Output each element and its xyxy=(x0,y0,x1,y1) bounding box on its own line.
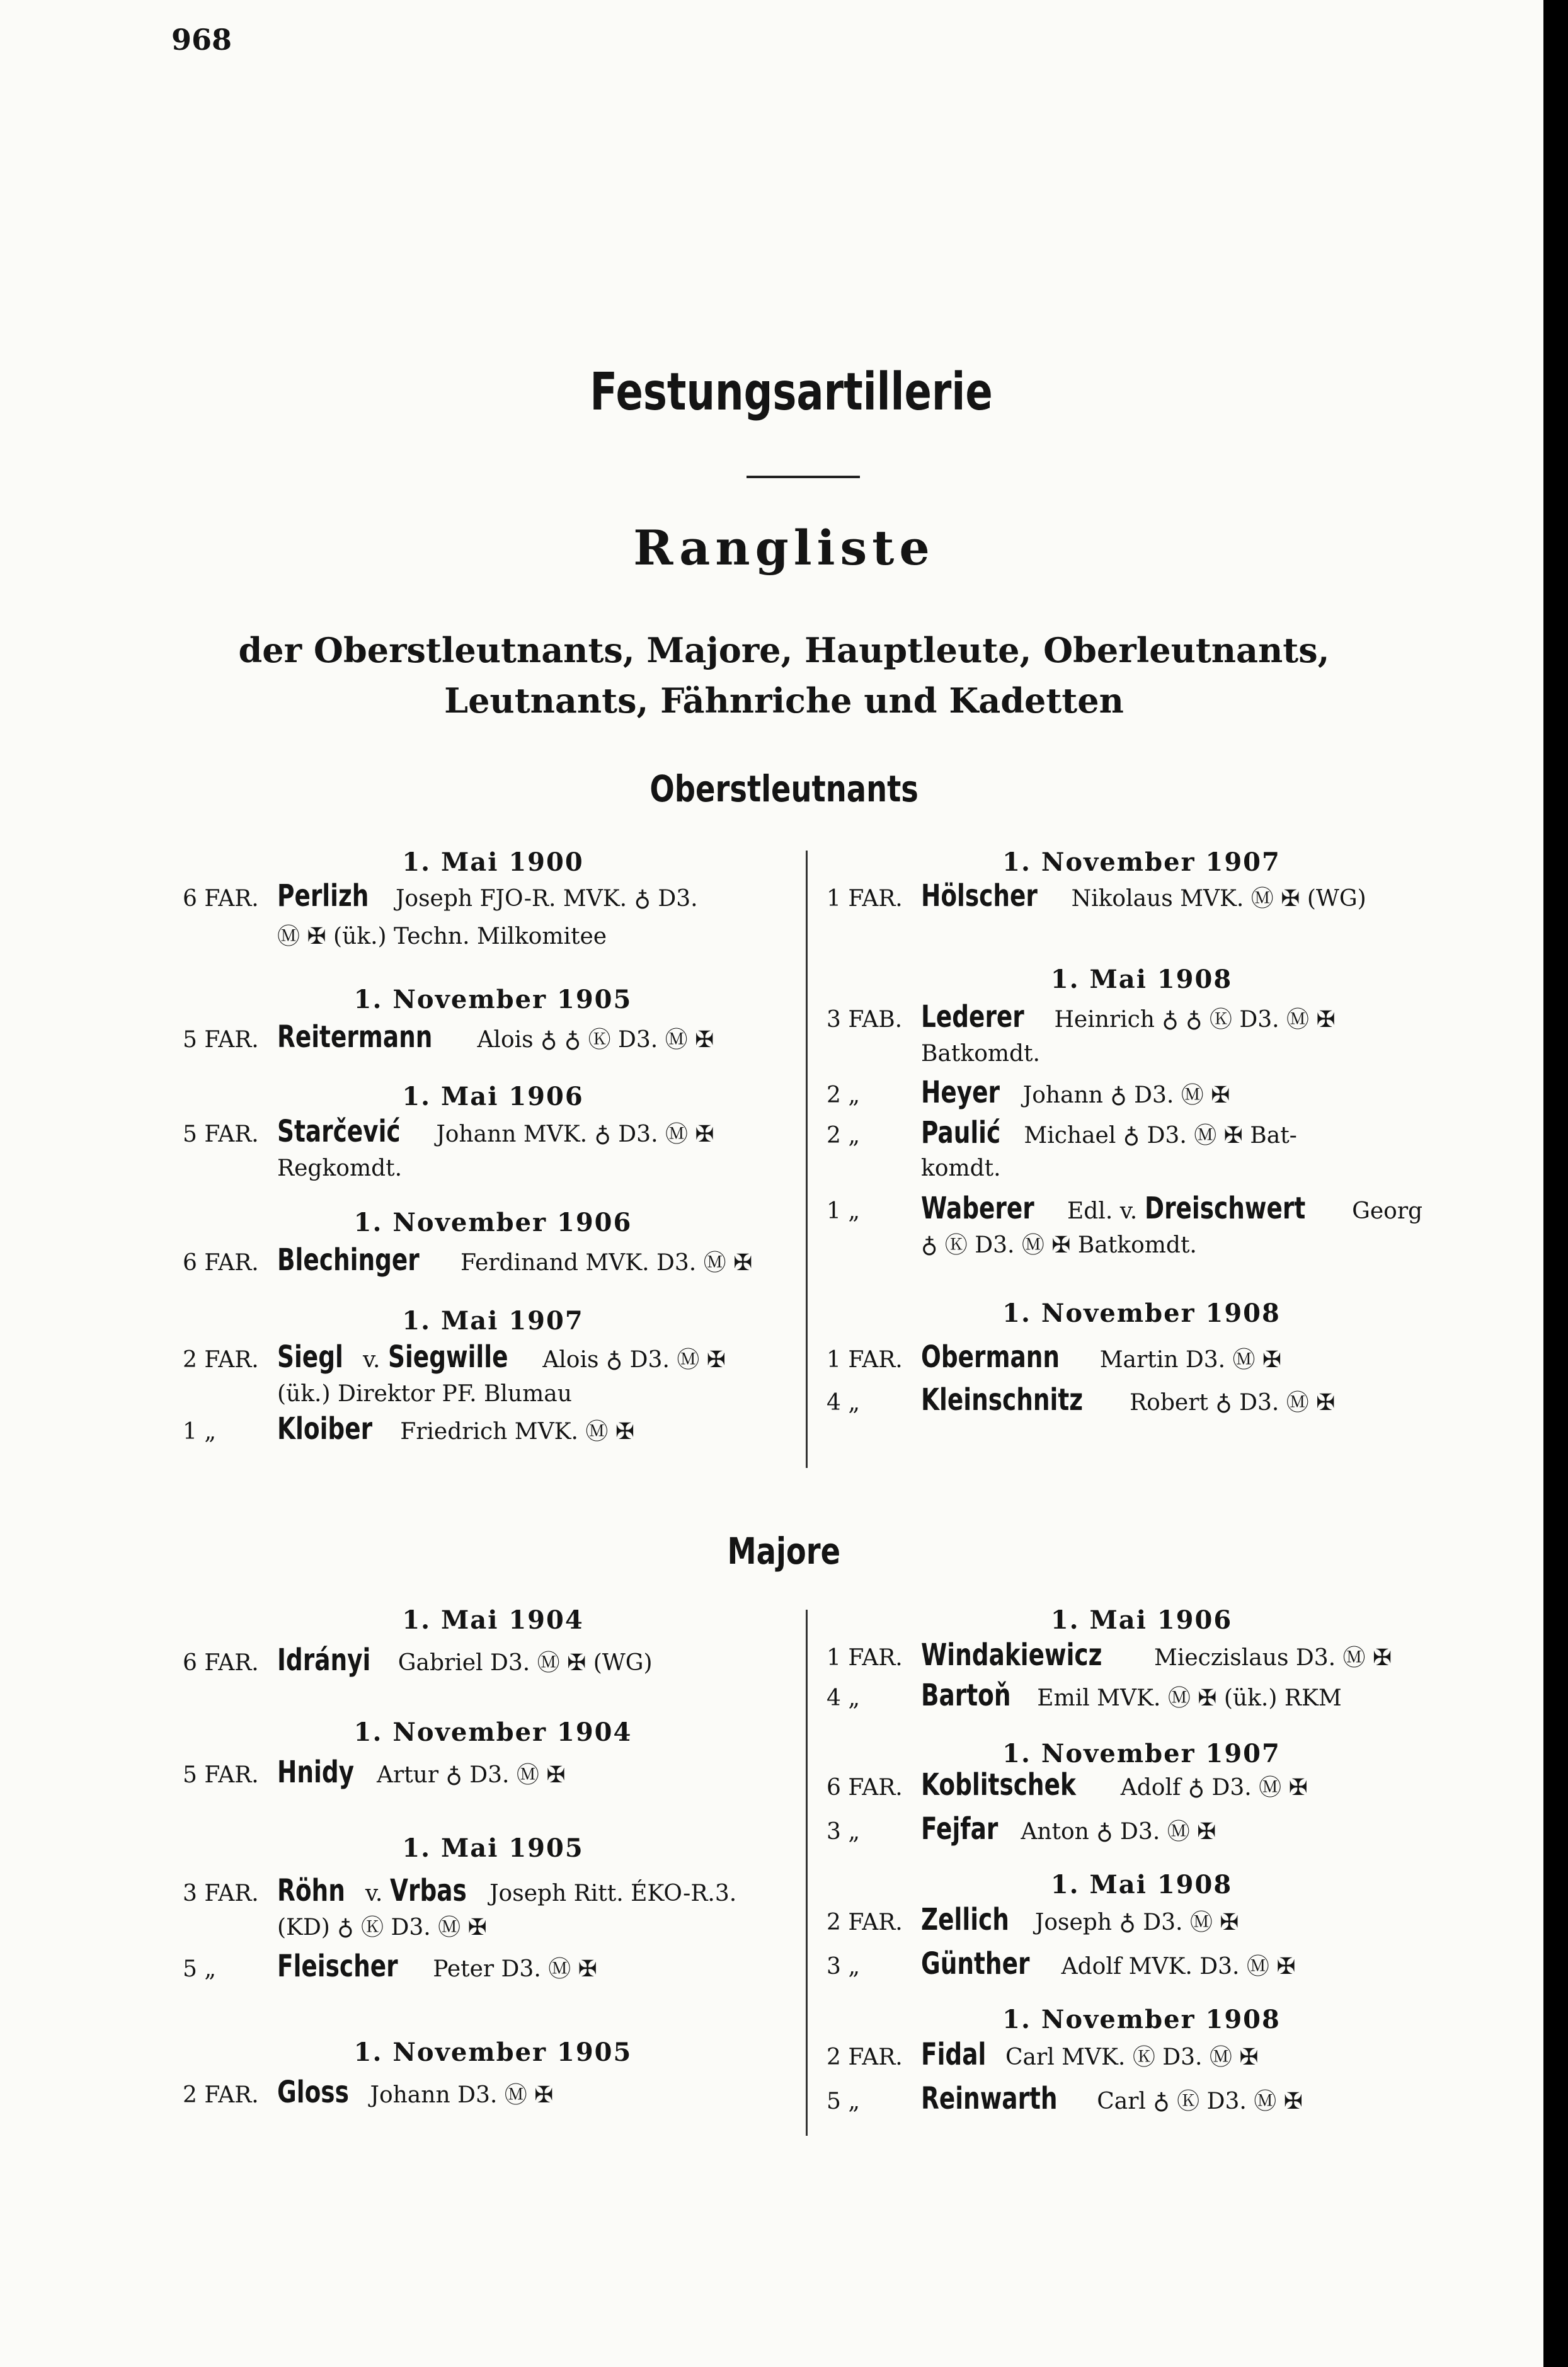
entry-detail: Peter D3. Ⓜ ✠ xyxy=(433,1956,597,1982)
list-item xyxy=(827,2034,1456,2078)
list-item xyxy=(827,1188,1456,1232)
entry-detail: Friedrich MVK. Ⓜ ✠ xyxy=(400,1419,635,1445)
list-item xyxy=(827,996,1456,1041)
list-item xyxy=(827,1899,1456,1944)
heading-line-1: der Oberstleutnants, Majore, Hauptleute, Oberleutnants, xyxy=(238,630,1330,670)
officer-name: Heyer xyxy=(921,1075,1000,1110)
title-divider xyxy=(747,476,860,478)
entry-continuation: komdt. xyxy=(921,1155,1001,1181)
officer-name: Gloss xyxy=(277,2075,349,2110)
officer-name: Kloiber xyxy=(277,1411,373,1447)
entry-detail: Alois ♁ ♁ Ⓚ D3. Ⓜ ✠ xyxy=(477,1027,714,1053)
entry-detail: Georg xyxy=(1352,1198,1423,1224)
unit: 6 FAR. xyxy=(183,1650,259,1676)
list-item xyxy=(183,1239,803,1284)
page-number: 968 xyxy=(171,23,232,57)
entry-detail: Joseph ♁ D3. Ⓜ ✠ xyxy=(1034,1910,1239,1935)
unit: 5 FAR. xyxy=(183,1121,259,1147)
page-title: Festungsartillerie xyxy=(590,362,993,422)
unit: 1 „ xyxy=(183,1419,216,1445)
entry-detail: Edl. v. xyxy=(1067,1198,1138,1224)
entry-detail: Carl MVK. Ⓚ D3. Ⓜ ✠ xyxy=(1005,2044,1259,2070)
officer-name: Zellich xyxy=(921,1902,1009,1937)
entry-detail: Adolf ♁ D3. Ⓜ ✠ xyxy=(1120,1775,1308,1801)
entry-continuation: Ⓜ ✠ (ük.) Techn. Milkomitee xyxy=(277,924,607,949)
unit: 3 FAB. xyxy=(827,1007,903,1033)
list-item xyxy=(183,1751,803,1796)
heading-line-2: Leutnants, Fähnriche und Kadetten xyxy=(444,680,1124,721)
rank-date: 1. November 1908 xyxy=(1002,1298,1281,1328)
subtitle: Rangliste xyxy=(633,520,935,576)
entry-detail: Alois ♁ D3. Ⓜ ✠ xyxy=(542,1347,726,1373)
officer-name: Kleinschnitz xyxy=(921,1382,1084,1418)
section-title-oberstleutnants: Oberstleutnants xyxy=(650,767,918,810)
column-divider xyxy=(806,1610,808,2136)
entry-detail: Martin D3. Ⓜ ✠ xyxy=(1099,1347,1282,1373)
rank-date: 1. Mai 1904 xyxy=(402,1605,584,1635)
unit: 2 „ xyxy=(827,1082,860,1108)
list-item xyxy=(827,1943,1456,1988)
officer-name: Paulić xyxy=(921,1115,1001,1150)
entry-continuation: Batkomdt. xyxy=(921,1041,1040,1067)
officer-name: Starčević xyxy=(277,1114,401,1149)
list-item xyxy=(827,1764,1456,1809)
list-item xyxy=(827,1379,1456,1424)
entry-detail: v. xyxy=(365,1881,383,1906)
unit: 5 FAR. xyxy=(183,1027,259,1053)
entry-detail: Johann D3. Ⓜ ✠ xyxy=(370,2082,554,2108)
column-divider xyxy=(806,851,808,1468)
rank-date: 1. Mai 1908 xyxy=(1050,1870,1233,1900)
officer-name: Blechinger xyxy=(277,1242,420,1278)
officer-name: Günther xyxy=(921,1946,1030,1981)
officer-name: Idrányi xyxy=(277,1642,371,1678)
officer-name: Bartoň xyxy=(921,1678,1011,1713)
officer-name-part: Vrbas xyxy=(390,1873,467,1908)
unit: 2 „ xyxy=(827,1123,860,1149)
entry-detail: Heinrich ♁ ♁ Ⓚ D3. Ⓜ ✠ xyxy=(1054,1007,1336,1033)
rank-date: 1. November 1904 xyxy=(353,1717,632,1747)
rank-date: 1. November 1906 xyxy=(353,1208,632,1237)
list-item xyxy=(827,1634,1456,1679)
officer-name: Lederer xyxy=(921,999,1024,1034)
officer-name: Perlizh xyxy=(277,878,369,914)
unit: 6 FAR. xyxy=(183,1250,259,1276)
entry-detail: v. xyxy=(362,1347,381,1373)
section-title-majore: Majore xyxy=(727,1530,841,1573)
rank-date: 1. November 1907 xyxy=(1002,1739,1281,1768)
list-item xyxy=(183,875,803,920)
rank-date: 1. November 1907 xyxy=(1002,847,1281,877)
list-item xyxy=(183,1870,803,1915)
entry-continuation: ♁ Ⓚ D3. Ⓜ ✠ Batkomdt. xyxy=(921,1232,1197,1258)
list-item xyxy=(183,1639,803,1684)
unit: 4 „ xyxy=(827,1390,860,1416)
unit: 3 FAR. xyxy=(183,1881,259,1906)
list-item xyxy=(183,2072,803,2116)
unit: 5 FAR. xyxy=(183,1762,259,1788)
entry-detail: Adolf MVK. D3. Ⓜ ✠ xyxy=(1061,1954,1296,1980)
list-item xyxy=(827,1336,1456,1381)
entry-detail: Robert ♁ D3. Ⓜ ✠ xyxy=(1130,1390,1336,1416)
list-item xyxy=(827,1675,1456,1719)
unit: 1 FAR. xyxy=(827,1645,903,1671)
unit: 5 „ xyxy=(183,1956,216,1982)
entry-detail: Ferdinand MVK. D3. Ⓜ ✠ xyxy=(460,1250,753,1276)
entry-continuation: (KD) ♁ Ⓚ D3. Ⓜ ✠ xyxy=(277,1915,487,1940)
rank-date: 1. Mai 1905 xyxy=(402,1833,584,1863)
rank-date: 1. Mai 1906 xyxy=(1050,1605,1233,1635)
officer-name: Reinwarth xyxy=(921,2081,1058,2116)
entry-detail: Johann ♁ D3. Ⓜ ✠ xyxy=(1022,1082,1230,1108)
entry-detail: Emil MVK. Ⓜ ✠ (ük.) RKM xyxy=(1037,1685,1342,1711)
officer-name: Röhn xyxy=(277,1873,345,1908)
officer-name: Fleischer xyxy=(277,1949,398,1984)
entry-detail: Anton ♁ D3. Ⓜ ✠ xyxy=(1021,1819,1216,1845)
rank-date: 1. November 1905 xyxy=(353,985,632,1014)
entry-detail: Joseph FJO-R. MVK. ♁ D3. xyxy=(395,886,698,912)
rank-date: 1. November 1908 xyxy=(1002,2005,1281,2034)
list-item xyxy=(827,875,1456,920)
entry-detail: Artur ♁ D3. Ⓜ ✠ xyxy=(377,1762,566,1788)
officer-name: Siegl xyxy=(277,1339,343,1375)
list-item xyxy=(183,1336,803,1381)
list-item xyxy=(827,2078,1456,2123)
officer-name: Obermann xyxy=(921,1339,1060,1375)
list-item xyxy=(183,1946,803,1990)
entry-detail: Johann MVK. ♁ D3. Ⓜ ✠ xyxy=(436,1121,714,1147)
officer-name-part: Siegwille xyxy=(387,1339,508,1375)
unit: 2 FAR. xyxy=(183,1347,259,1373)
list-item xyxy=(827,1808,1456,1853)
unit: 3 „ xyxy=(827,1819,860,1845)
list-item xyxy=(183,1111,803,1155)
rank-date: 1. Mai 1907 xyxy=(402,1306,584,1336)
entry-detail: Mieczislaus D3. Ⓜ ✠ xyxy=(1153,1645,1392,1671)
unit: 1 FAR. xyxy=(827,1347,903,1373)
officer-name: Hnidy xyxy=(277,1755,355,1790)
rank-date: 1. November 1905 xyxy=(353,2037,632,2067)
unit: 4 „ xyxy=(827,1685,860,1711)
unit: 1 FAR. xyxy=(827,886,903,912)
unit: 2 FAR. xyxy=(827,2044,903,2070)
unit: 6 FAR. xyxy=(183,886,259,912)
unit: 3 „ xyxy=(827,1954,860,1980)
officer-name: Waberer xyxy=(921,1191,1034,1226)
officer-name: Koblitschek xyxy=(921,1767,1076,1802)
entry-detail: Michael ♁ D3. Ⓜ ✠ Bat- xyxy=(1024,1123,1297,1149)
unit: 2 FAR. xyxy=(183,2082,259,2108)
list-item xyxy=(183,1408,803,1453)
list-item xyxy=(183,1016,803,1061)
unit: 6 FAR. xyxy=(827,1775,903,1801)
officer-name: Hölscher xyxy=(921,878,1038,914)
rank-date: 1. Mai 1906 xyxy=(402,1082,584,1111)
entry-continuation: (ük.) Direktor PF. Blumau xyxy=(277,1381,572,1407)
entry-detail: Carl ♁ Ⓚ D3. Ⓜ ✠ xyxy=(1097,2089,1303,2114)
entry-detail: Gabriel D3. Ⓜ ✠ (WG) xyxy=(398,1650,653,1676)
list-item xyxy=(827,1072,1456,1116)
officer-name: Fejfar xyxy=(921,1811,999,1847)
officer-name: Reitermann xyxy=(277,1019,433,1055)
entry-detail: Joseph Ritt. ÉKO-R.3. xyxy=(489,1881,737,1906)
rank-date: 1. Mai 1908 xyxy=(1050,965,1233,994)
officer-name: Fidal xyxy=(921,2037,987,2072)
rank-date: 1. Mai 1900 xyxy=(402,847,584,877)
officer-name-part: Dreischwert xyxy=(1145,1191,1306,1226)
entry-detail: Nikolaus MVK. Ⓜ ✠ (WG) xyxy=(1071,886,1366,912)
unit: 5 „ xyxy=(827,2089,860,2114)
officer-name: Windakiewicz xyxy=(921,1637,1102,1673)
unit: 2 FAR. xyxy=(827,1910,903,1935)
unit: 1 „ xyxy=(827,1198,860,1224)
entry-continuation: Regkomdt. xyxy=(277,1155,403,1181)
